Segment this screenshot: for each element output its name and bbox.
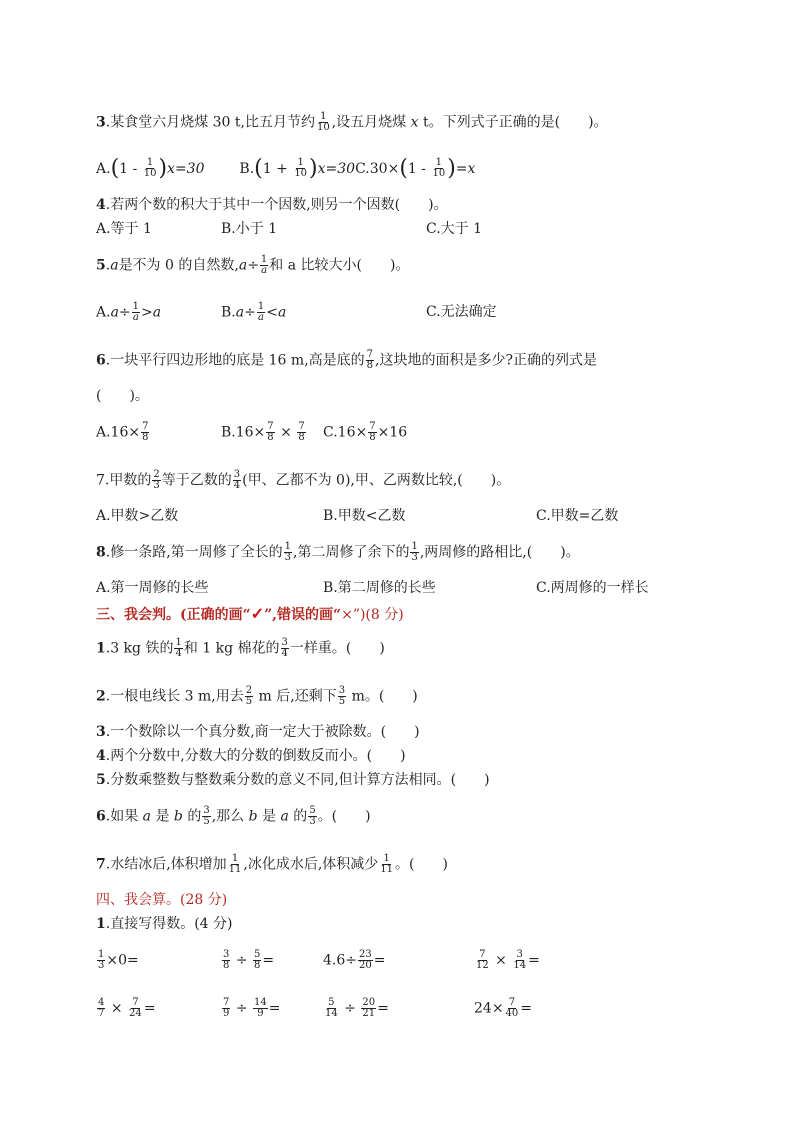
question-7-option-a[interactable]: A.甲数>乙数 xyxy=(96,508,179,524)
question-4-option-c[interactable]: C.大于 1 xyxy=(426,221,483,237)
judge-4: 4.两个分数中,分数大的分数的倒数反而小。( ) xyxy=(96,748,406,764)
question-3: 3.某食堂六月烧煤 30 t,比五月节约 $\frac{1}{10}$ ,设五月烧煤 x t。下列式子正确的是( )。 xyxy=(96,111,608,133)
option-b[interactable]: B.(1 + $\frac{1}{10}$ )x=30 xyxy=(239,155,356,181)
calc-item: $\frac{4}{7}$ × $\frac{7}{24}$ = xyxy=(98,997,156,1019)
question-8-option-a[interactable]: A.第一周修的长些 xyxy=(96,580,209,596)
judge-2: 2.一根电线长 3 m,用去 $\frac{2}{5}$ m 后,还剩下 $\frac{3}{5}$ m。( ) xyxy=(96,685,418,707)
question-4: 4.若两个数的积大于其中一个因数,则另一个因数( )。 xyxy=(96,197,448,213)
judge-6: 6.如果 a 是 b 的 $\frac{3}{5}$ ,那么 b 是 a 的 $\frac{5}{3}$ 。( ) xyxy=(96,805,371,827)
question-6-option-a[interactable]: A.16× $\frac{7}{8}$ xyxy=(96,421,149,443)
question-5: 5.a是不为 0 的自然数,a÷ $\frac{1}{a}$ 和 a 比较大小( )。 xyxy=(96,254,410,276)
question-5-option-a[interactable]: A.a÷ $\frac{1}{a}$ >a xyxy=(96,301,162,323)
calc-item: $\frac{1}{3}$ ×0= xyxy=(98,949,139,971)
question-8: 8.修一条路,第一周修了全长的 $\frac{1}{3}$ ,第二周修了余下的 $\frac{1}{3}$ ,两周修的路相比,( )。 xyxy=(96,541,580,563)
calc-item: $\frac{3}{8}$ ÷ $\frac{5}{8}$ = xyxy=(223,949,275,971)
judge-3: 3.一个数除以一个真分数,商一定大于被除数。( ) xyxy=(96,724,420,740)
section-3-heading: 三、我会判。(正确的画“✓”,错误的画“×”)(8 分) xyxy=(96,604,404,623)
question-6-blank: ( )。 xyxy=(96,388,149,404)
question-5-option-b[interactable]: B.a÷ $\frac{1}{a}$ <a xyxy=(221,301,287,323)
calc-item: $\frac{5}{14}$ ÷ $\frac{20}{21}$ = xyxy=(325,997,389,1019)
question-7-option-b[interactable]: B.甲数<乙数 xyxy=(323,508,406,524)
question-5-option-c[interactable]: C.无法确定 xyxy=(426,304,497,320)
check-icon: ✓ xyxy=(250,604,265,623)
calc-title: 1.直接写得数。(4 分) xyxy=(96,916,233,932)
judge-5: 5.分数乘整数与整数乘分数的意义不同,但计算方法相同。( ) xyxy=(96,772,490,788)
judge-1: 1.3 kg 铁的 $\frac{1}{4}$ 和 1 kg 棉花的 $\frac{3}{4}$ 一样重。( ) xyxy=(96,637,385,659)
question-8-option-c[interactable]: C.两周修的一样长 xyxy=(536,580,649,596)
question-7-option-c[interactable]: C.甲数=乙数 xyxy=(536,508,619,524)
judge-7: 7.水结冰后,体积增加 $\frac{1}{11}$ ,冰化成水后,体积减少 $\frac{1}{11}$ 。( ) xyxy=(96,853,448,875)
question-8-option-b[interactable]: B.第二周修的长些 xyxy=(323,580,436,596)
calc-item: 24× $\frac{7}{40}$ = xyxy=(474,997,533,1019)
calc-item: $\frac{7}{9}$ ÷ $\frac{14}{9}$ = xyxy=(223,997,281,1019)
question-6-option-c[interactable]: C.16× $\frac{7}{8}$ ×16 xyxy=(323,421,408,443)
question-3-options xyxy=(96,155,476,181)
option-c[interactable]: C.30×(1 - $\frac{1}{10}$ )=x xyxy=(355,155,476,181)
question-number: 3 xyxy=(96,114,106,131)
question-4-option-a[interactable]: A.等于 1 xyxy=(96,221,152,237)
question-7: 7.甲数的 $\frac{2}{3}$ 等于乙数的 $\frac{3}{4}$ (甲、乙都不为 0),甲、乙两数比较,( )。 xyxy=(96,469,511,491)
cross-icon: × xyxy=(341,607,353,623)
question-6-option-b[interactable]: B.16× $\frac{7}{8}$ × $\frac{7}{8}$ xyxy=(221,421,305,443)
calc-item: 4.6÷ $\frac{23}{20}$ = xyxy=(323,949,386,971)
section-4-heading: 四、我会算。(28 分) xyxy=(96,892,228,908)
fraction: $\frac{1}{10}$ xyxy=(317,111,330,133)
calc-item: $\frac{7}{12}$ × $\frac{3}{14}$ = xyxy=(476,949,540,971)
option-a[interactable]: A.(1 - $\frac{1}{10}$ )x=30 xyxy=(96,155,205,181)
question-6: 6.一块平行四边形地的底是 16 m,高是底的 $\frac{7}{8}$ ,这块地的面积是多少?正确的列式是 xyxy=(96,349,597,371)
question-4-option-b[interactable]: B.小于 1 xyxy=(221,221,278,237)
